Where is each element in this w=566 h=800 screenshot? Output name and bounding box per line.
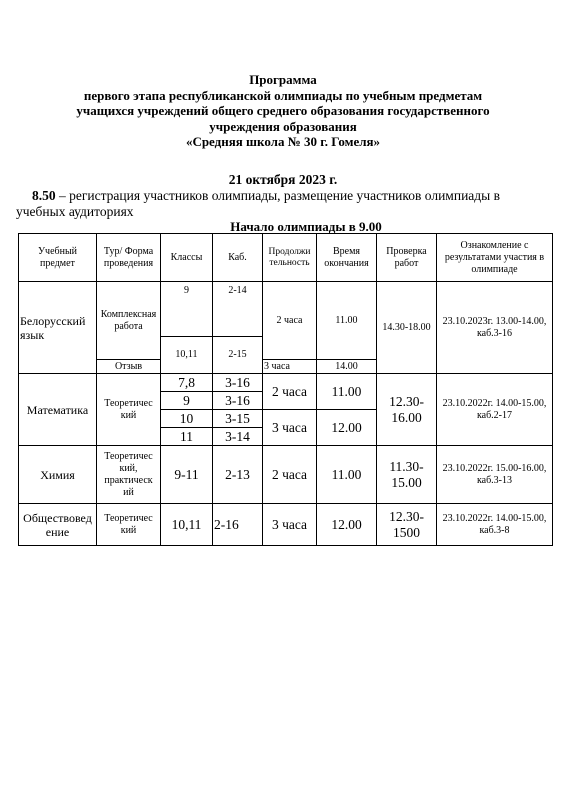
header-row (19, 234, 553, 282)
review-cell: 23.10.2022г. 14.00-15.00, каб.3-8 (437, 504, 553, 546)
check-cell: 14.30-18.00 (377, 282, 437, 374)
header-review: Ознакомление с результатами участия в олимпиаде (437, 234, 553, 282)
registration-text-2: учебных аудиториях (16, 204, 134, 219)
review-cell: 23.10.2023г. 13.00-14.00, каб.3-16 (437, 282, 553, 374)
subject-cell: Обществовед ение (19, 504, 97, 546)
room-cell: 2-16 (213, 504, 263, 546)
check-cell: 11.30-15.00 (377, 446, 437, 504)
start-time-note: Начало олимпиады в 9.00 (230, 219, 382, 234)
form-cell: Отзыв (97, 360, 161, 374)
event-date: 21 октября 2023 г. (228, 172, 338, 187)
room-cell: 2-13 (213, 446, 263, 504)
heading-line: учреждения образования (209, 118, 357, 134)
end-time-cell: 11.00 (317, 446, 377, 504)
table-row (19, 282, 553, 337)
subject-cell: Химия (19, 446, 97, 504)
room-cell: 3-14 (213, 428, 263, 446)
grades-cell: 11 (161, 428, 213, 446)
grades-cell: 7,8 (161, 374, 213, 392)
room-cell: 3-16 (213, 392, 263, 410)
duration-cell: 3 часа (263, 360, 317, 374)
registration-time: 8.50 (32, 188, 56, 203)
heading-line: первого этапа республиканской олимпиады по учебным предметам (83, 87, 483, 103)
room-cell: 2-14 (213, 282, 263, 337)
table-row (19, 504, 553, 546)
duration-cell: 3 часа (263, 504, 317, 546)
room-cell: 3-15 (213, 410, 263, 428)
duration-cell: 2 часа (263, 282, 317, 360)
duration-cell: 2 часа (263, 374, 317, 410)
heading-line: Программа (249, 72, 317, 87)
header-duration: Продолжи тельность (263, 234, 317, 282)
duration-cell: 3 часа (263, 410, 317, 446)
review-cell: 23.10.2022г. 15.00-16.00, каб.3-13 (437, 446, 553, 504)
table-row (19, 446, 553, 504)
registration-text: – регистрация участников олимпиады, размещение участников олимпиады в (55, 188, 500, 203)
grades-cell: 10,11 (161, 337, 213, 374)
review-cell: 23.10.2022г. 14.00-15.00, каб.2-17 (437, 374, 553, 446)
grades-cell: 9 (161, 282, 213, 337)
form-cell: Теоретичес кий, практическ ий (97, 446, 161, 504)
room-cell: 2-15 (213, 337, 263, 374)
program-heading (0, 72, 566, 150)
end-time-cell: 11.00 (317, 282, 377, 360)
subject-cell: Математика (19, 374, 97, 446)
grades-cell: 9 (161, 392, 213, 410)
heading-line: учащихся учреждений общего среднего образования государственного (76, 103, 490, 118)
header-end-time: Время окончания (317, 234, 377, 282)
header-form: Тур/ Форма проведения (97, 234, 161, 282)
end-time-cell: 12.00 (317, 410, 377, 446)
grades-cell: 10,11 (161, 504, 213, 546)
end-time-cell: 11.00 (317, 374, 377, 410)
grades-cell: 10 (161, 410, 213, 428)
header-subject: Учебный предмет (19, 234, 97, 282)
check-cell: 12.30-16.00 (377, 374, 437, 446)
header-grades: Классы (161, 234, 213, 282)
form-cell: Теоретичес кий (97, 504, 161, 546)
form-cell: Комплексная работа (97, 282, 161, 360)
end-time-cell: 12.00 (317, 504, 377, 546)
registration-note (16, 188, 556, 220)
table-row (19, 374, 553, 392)
end-time-cell: 14.00 (317, 360, 377, 374)
form-cell: Теоретичес кий (97, 374, 161, 446)
subject-cell: Белорусский язык (19, 282, 97, 374)
header-room: Каб. (213, 234, 263, 282)
duration-cell: 2 часа (263, 446, 317, 504)
schedule-table (18, 233, 553, 546)
header-check: Проверка работ (377, 234, 437, 282)
grades-cell: 9-11 (161, 446, 213, 504)
check-cell: 12.30-1500 (377, 504, 437, 546)
heading-line: «Средняя школа № 30 г. Гомеля» (185, 134, 381, 149)
room-cell: 3-16 (213, 374, 263, 392)
